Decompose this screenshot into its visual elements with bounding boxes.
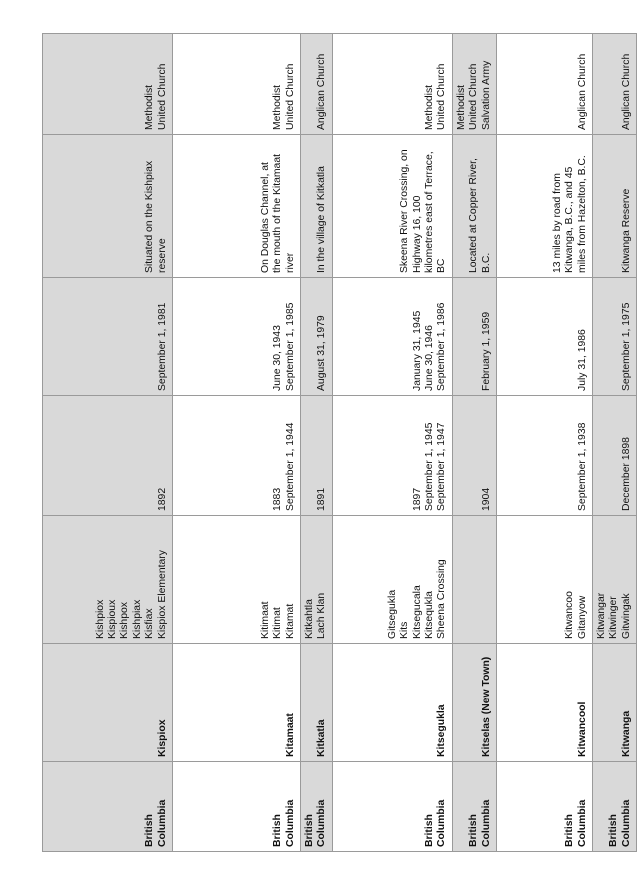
opened-date-line: September 1, 1938 bbox=[576, 422, 588, 511]
location-cell bbox=[173, 135, 301, 278]
religious-entity-line: Methodist bbox=[144, 84, 156, 130]
province-line: British bbox=[564, 814, 576, 847]
opened-date-cell bbox=[332, 396, 452, 516]
province-line: British bbox=[424, 814, 435, 847]
table-row bbox=[452, 34, 496, 852]
location-line: On Douglas Channel, at bbox=[259, 162, 271, 273]
school-name-cell bbox=[43, 644, 173, 762]
closed-date-line: September 1, 1975 bbox=[620, 302, 632, 391]
religious-entity-line: United Church bbox=[284, 63, 296, 130]
religious-entity-line: Methodist bbox=[424, 84, 435, 130]
location-line: Located at Copper River, bbox=[468, 158, 480, 273]
closed-date-line: September 1, 1985 bbox=[284, 302, 296, 391]
other-names-line: Kitwangar bbox=[596, 592, 608, 639]
other-names-line: Kitimat bbox=[272, 607, 284, 639]
religious-entity-cell bbox=[497, 34, 593, 135]
closed-date-line: September 1, 1981 bbox=[156, 302, 168, 391]
religious-entity-line: Salvation Army bbox=[480, 60, 492, 130]
other-names-line: Kits bbox=[399, 621, 411, 639]
school-name-cell bbox=[332, 644, 452, 762]
other-names-line: Kishpiax bbox=[131, 599, 143, 639]
opened-date-cell bbox=[452, 396, 496, 516]
school-name-cell bbox=[173, 644, 301, 762]
religious-entity-cell bbox=[452, 34, 496, 135]
religious-entity-cell bbox=[173, 34, 301, 135]
school-name-cell bbox=[452, 644, 496, 762]
province-line: British bbox=[608, 814, 620, 847]
location-line: miles from Hazelton, B.C. bbox=[576, 155, 588, 273]
religious-entity-line: Anglican Church bbox=[620, 53, 632, 130]
other-names-line: Kishpox bbox=[119, 602, 131, 639]
other-names-line: Lach Klan bbox=[316, 592, 328, 639]
other-names-line: Kitwinger bbox=[608, 596, 620, 639]
opened-date-line: 1883 bbox=[272, 487, 284, 511]
other-names-line: Kispioux bbox=[106, 599, 118, 639]
closed-date-line: February 1, 1959 bbox=[480, 311, 492, 391]
location-line: Kitwanga Reserve bbox=[620, 188, 632, 273]
other-names-line: Kitamat bbox=[284, 603, 296, 639]
other-names-line: Gitsegukla bbox=[386, 589, 398, 639]
location-cell bbox=[593, 135, 637, 278]
province-cell bbox=[332, 762, 452, 852]
province-line: Columbia bbox=[480, 799, 492, 847]
location-line: B.C. bbox=[480, 252, 492, 273]
location-line: reserve bbox=[156, 238, 168, 273]
province-cell bbox=[43, 762, 173, 852]
opened-date-cell bbox=[301, 396, 333, 516]
table-row bbox=[593, 34, 637, 852]
closed-date-cell bbox=[497, 278, 593, 396]
province-cell bbox=[593, 762, 637, 852]
other-names-cell bbox=[301, 516, 333, 644]
school-name-line: Kispiox bbox=[156, 719, 168, 757]
other-names-line: Kitkahtla bbox=[304, 599, 315, 639]
opened-date-line: September 1, 1947 bbox=[436, 422, 448, 511]
other-names-line: Kitsequkla bbox=[424, 591, 435, 639]
other-names-line: Gitanyow bbox=[576, 595, 588, 639]
opened-date-line: September 1, 1944 bbox=[284, 422, 296, 511]
province-line: British bbox=[272, 814, 284, 847]
other-names-line: Kispiox Elementary bbox=[156, 550, 168, 639]
other-names-line: Kitwancoo bbox=[564, 591, 576, 639]
school-name-cell bbox=[593, 644, 637, 762]
province-line: Columbia bbox=[436, 799, 448, 847]
school-name-line: Kitkatla bbox=[316, 719, 328, 757]
location-line: river bbox=[284, 252, 296, 273]
closed-date-line: January 31, 1945 bbox=[411, 310, 423, 391]
location-line: Highway 16, 100 bbox=[411, 195, 423, 273]
location-cell bbox=[497, 135, 593, 278]
other-names-line: Gitwingak bbox=[620, 593, 632, 639]
closed-date-cell bbox=[452, 278, 496, 396]
religious-entity-line: United Church bbox=[156, 63, 168, 130]
religious-entity-line: Methodist bbox=[272, 84, 284, 130]
school-name-line: Kitselas (New Town) bbox=[480, 656, 492, 757]
location-cell bbox=[452, 135, 496, 278]
religious-entity-cell bbox=[332, 34, 452, 135]
closed-date-line: July 31, 1986 bbox=[576, 329, 588, 391]
table-row bbox=[43, 34, 173, 852]
table-row bbox=[301, 34, 333, 852]
closed-date-cell bbox=[43, 278, 173, 396]
location-line: Kitwanga, B.C., and 45 bbox=[564, 166, 576, 273]
opened-date-line: 1892 bbox=[156, 487, 168, 511]
closed-date-line: June 30, 1946 bbox=[424, 325, 435, 391]
school-name-line: Kitsegukla bbox=[436, 704, 448, 757]
school-name-line: Kitwanga bbox=[620, 710, 632, 757]
other-names-cell bbox=[43, 516, 173, 644]
religious-entity-cell bbox=[301, 34, 333, 135]
school-name-line: Kitwancool bbox=[576, 701, 588, 757]
other-names-cell bbox=[173, 516, 301, 644]
school-name-cell bbox=[301, 644, 333, 762]
religious-entity-line: Methodist bbox=[455, 84, 467, 130]
province-line: Columbia bbox=[284, 799, 296, 847]
opened-date-cell bbox=[173, 396, 301, 516]
opened-date-line: September 1, 1945 bbox=[424, 422, 435, 511]
other-names-cell bbox=[332, 516, 452, 644]
closed-date-line: August 31, 1979 bbox=[316, 315, 328, 391]
table-row bbox=[332, 34, 452, 852]
location-line: BC bbox=[436, 258, 448, 273]
province-line: Columbia bbox=[620, 799, 632, 847]
religious-entity-cell bbox=[43, 34, 173, 135]
location-cell bbox=[332, 135, 452, 278]
other-names-line: Kisfiax bbox=[144, 608, 156, 639]
opened-date-line: 1897 bbox=[411, 487, 423, 511]
residential-schools-table bbox=[42, 33, 637, 852]
other-names-line: Sheena Crossing bbox=[436, 559, 448, 639]
other-names-line: Kitsegucala bbox=[411, 585, 423, 639]
province-cell bbox=[301, 762, 333, 852]
province-line: Columbia bbox=[156, 799, 168, 847]
religious-entity-line: Anglican Church bbox=[316, 53, 328, 130]
closed-date-cell bbox=[173, 278, 301, 396]
other-names-cell bbox=[593, 516, 637, 644]
religious-entity-line: United Church bbox=[468, 63, 480, 130]
province-line: British bbox=[144, 814, 156, 847]
closed-date-cell bbox=[332, 278, 452, 396]
location-cell bbox=[43, 135, 173, 278]
table-row bbox=[173, 34, 301, 852]
province-line: Columbia bbox=[576, 799, 588, 847]
opened-date-cell bbox=[593, 396, 637, 516]
opened-date-cell bbox=[43, 396, 173, 516]
location-line: Situated on the Kishpiax bbox=[144, 160, 156, 273]
closed-date-line: September 1, 1986 bbox=[436, 302, 448, 391]
location-line: In the village of Kitkatla bbox=[316, 166, 328, 273]
location-line: 13 miles by road from bbox=[551, 173, 563, 273]
religious-entity-cell bbox=[593, 34, 637, 135]
other-names-line: Kitimaat bbox=[259, 601, 271, 639]
province-cell bbox=[497, 762, 593, 852]
location-line: the mouth of the Kitamaat bbox=[272, 154, 284, 273]
other-names-cell bbox=[497, 516, 593, 644]
closed-date-line: June 30, 1943 bbox=[272, 325, 284, 391]
religious-entity-line: Anglican Church bbox=[576, 53, 588, 130]
location-line: kilometres east of Terrace, bbox=[424, 151, 435, 273]
province-cell bbox=[173, 762, 301, 852]
school-name-cell bbox=[497, 644, 593, 762]
other-names-line: Kishpiox bbox=[94, 599, 106, 639]
other-names-cell bbox=[452, 516, 496, 644]
opened-date-line: 1891 bbox=[316, 487, 328, 511]
province-line: British bbox=[468, 814, 480, 847]
location-cell bbox=[301, 135, 333, 278]
opened-date-line: 1904 bbox=[480, 487, 492, 511]
opened-date-cell bbox=[497, 396, 593, 516]
school-name-line: Kitamaat bbox=[284, 713, 296, 757]
province-line: Columbia bbox=[316, 799, 328, 847]
province-line: British bbox=[304, 814, 315, 847]
closed-date-cell bbox=[301, 278, 333, 396]
religious-entity-line: United Church bbox=[436, 63, 448, 130]
table-row bbox=[497, 34, 593, 852]
province-cell bbox=[452, 762, 496, 852]
closed-date-cell bbox=[593, 278, 637, 396]
opened-date-line: December 1898 bbox=[620, 437, 632, 511]
location-line: Skeena River Crossing, on bbox=[399, 149, 411, 273]
